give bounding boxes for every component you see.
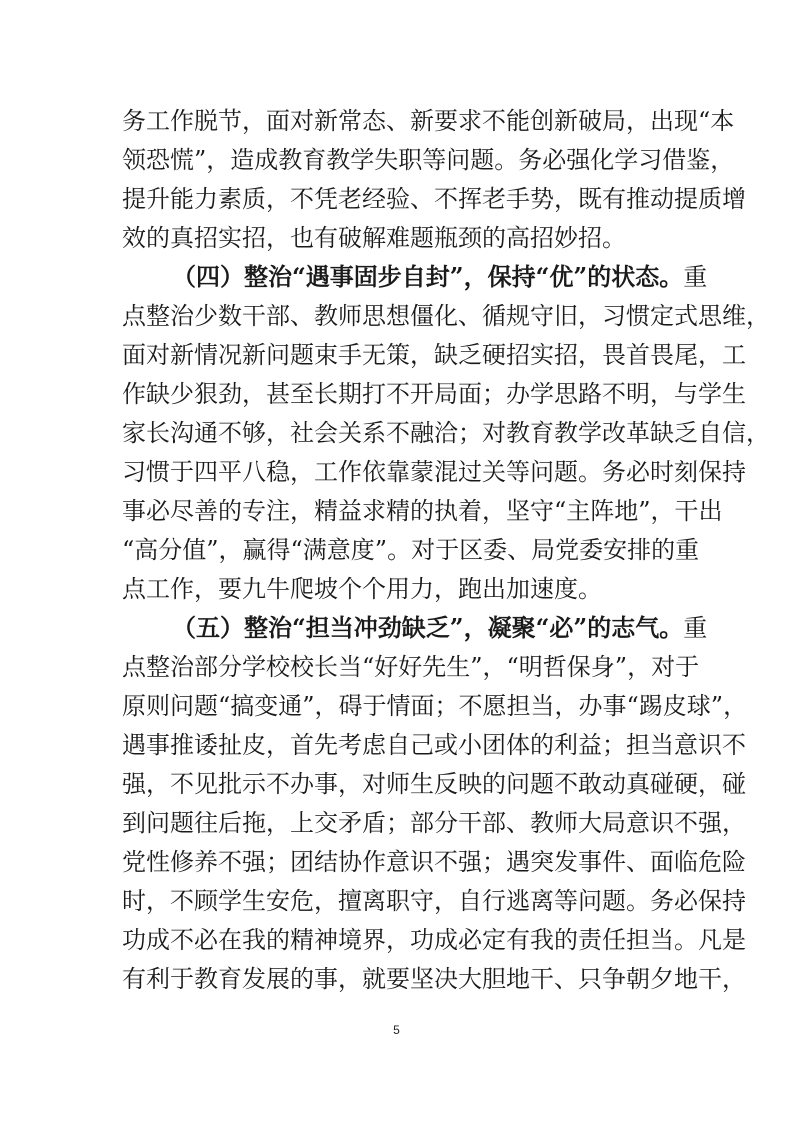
text-line [122,375,746,413]
line-text: 时，不顾学生安危，擅离职守，自行逃离等问题。务必保持 [122,887,746,915]
line-text: 有利于教育发展的事，就要坚决大胆地干、只争朝夕地干， [122,965,746,993]
line-text: 到问题往后拖，上交矛盾；部分干部、教师大局意识不强， [122,809,746,837]
text-line [122,102,735,140]
text-line [122,765,746,803]
line-text: 效的真招实招，也有破解难题瓶颈的高招妙招。 [122,224,626,252]
text-line [122,960,746,998]
text-line [122,414,770,452]
line-text: 重 [683,263,708,291]
text-line [122,648,700,686]
section-five-heading-line [172,609,708,647]
text-line [122,492,723,530]
line-text: 事必尽善的专注，精益求精的执着，坚守“主阵地”，干出 [122,497,723,525]
line-text: 领恐慌”，造成教育教学失职等问题。务必强化学习借鉴， [122,146,735,174]
line-text: 家长沟通不够，社会关系不融洽；对教育教学改革缺乏自信， [122,419,770,447]
line-text: 点整治部分学校校长当“好好先生”，“明哲保身”，对于 [122,653,700,681]
line-text: 务工作脱节，面对新常态、新要求不能创新破局，出现“本 [122,107,735,135]
text-line [122,141,735,179]
line-text: 原则问题“搞变通”，碍于情面；不愿担当，办事“踢皮球”， [122,692,748,720]
section-four-heading: （四）整治“遇事固步自封”，保持“优”的状态。 [172,262,684,291]
text-line [122,453,746,491]
text-line [122,843,746,881]
text-line [122,180,746,218]
line-text: 点工作，要九牛爬坡个个用力，跑出加速度。 [122,575,602,603]
section-four-heading-line [172,258,708,296]
line-text: 面对新情况新问题束手无策，缺乏硬招实招，畏首畏尾，工 [122,341,746,369]
text-line [122,804,746,842]
line-text: “高分值”，赢得“满意度”。对于区委、局党委安排的重 [122,536,700,564]
line-text: 作缺少狠劲，甚至长期打不开局面；办学思路不明，与学生 [122,380,746,408]
line-text: 习惯于四平八稳，工作依靠蒙混过关等问题。务必时刻保持 [122,458,746,486]
line-text: 功成不必在我的精神境界，功成必定有我的责任担当。凡是 [122,926,746,954]
section-five-heading: （五）整治“担当冲劲缺乏”，凝聚“必”的志气。 [172,613,684,642]
text-line [122,726,746,764]
line-text: 强，不见批示不办事，对师生反映的问题不敢动真碰硬，碰 [122,770,746,798]
text-line [122,882,746,920]
line-text: 提升能力素质，不凭老经验、不挥老手势，既有推动提质增 [122,185,746,213]
text-line [122,531,700,569]
page-number: 5 [393,1023,400,1037]
line-text: 党性修养不强；团结协作意识不强；遇突发事件、面临危险 [122,848,746,876]
text-line [122,687,748,725]
text-line [122,336,746,374]
text-line [122,570,673,608]
line-text: 遇事推诿扯皮，首先考虑自己或小团体的利益；担当意识不 [122,731,746,759]
text-line [122,219,673,257]
line-text: 点整治少数干部、教师思想僵化、循规守旧，习惯定式思维， [122,302,770,330]
text-line [122,297,770,335]
line-text: 重 [683,614,708,642]
text-line [122,921,746,959]
